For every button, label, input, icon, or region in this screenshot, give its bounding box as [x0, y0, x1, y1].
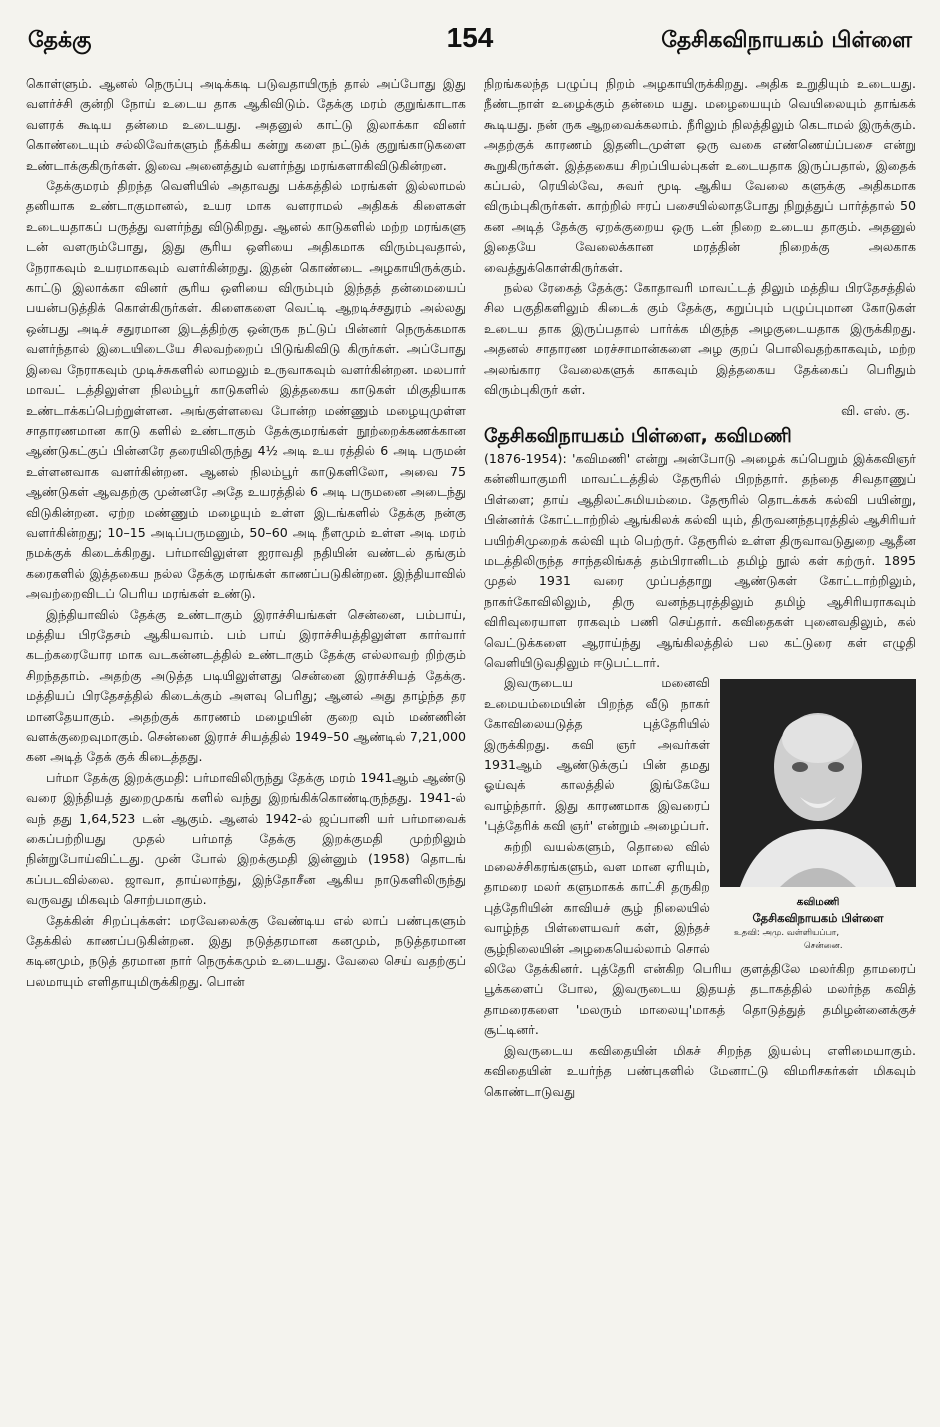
paragraph: நல்ல ரேகைத் தேக்கு: கோதாவரி மாவட்டத் திலும் மத்திய பிரதேசத்தில் சில பகுதிகளிலும் கிடைக் கும் தேக்கு, கறுப்பும் பழுப்புமான கோடுகள் உடைய தாக இருப்பதால் பார்க்க மிகுந்த அழகுடையதாக இருக்கிறது. அதனல் சாதாரண மரச்சாமான்களை அழ குறப் பொலிவதற்காகவும், மற்ற அலங்கார வேலைகளுக் காகவும் இத்தகைய தேக்கைப் பெரிதும் விரும்புகிருர் கள். — [484, 280, 916, 398]
photo-credit-line: உதவி: அமு. வள்ளியப்பா, — [734, 928, 840, 939]
portrait-figure — [720, 679, 916, 953]
paragraph: கொள்ளும். ஆனல் நெருப்பு அடிக்கடி படுவதாயிருந் தால் அப்போது இது வளர்ச்சி குன்றி நோய் உடைய தாக ஆகிவிடும். தேக்கு மரம் குறுங்காடாக வளரக் கூடிய தன்மை உடையது. அதனுல் காட்டு இலாக்கா வினர் கொண்டையும் சல்லிவேர்களும் நீக்கிய கன்று களை நட்டுக் குறுங்காடுகளை உண்டாக்குகிருர்கள். இவை அனைத்தும் வளர்ந்து மரங்களாகிவிடுகின்றன. — [26, 76, 466, 173]
paragraph: தேக்கின் சிறப்புக்கள்: மரவேலைக்கு வேண்டிய எல் லாப் பண்புகளும் தேக்கில் காணப்படுகின்றன. இது நடுத்தரமான கனமும், நடுத்தரமான கடினமும், நடுத் தரமான நார் நெருக்கமும் உடையது. வேலை செய் வதற்குப் பலமாயும் எளிதாயுமிருக்கிறது. பொன் — [26, 912, 466, 989]
header-right-title: தேசிகவிநாயகம் பிள்ளை — [661, 28, 912, 53]
page-number: 154 — [446, 22, 494, 53]
portrait-photo — [720, 679, 916, 887]
page-header — [28, 22, 912, 66]
paragraph: இவருடைய கவிதையின் மிகச் சிறந்த இயல்பு எளிமையாகும். கவிதையின் உயர்ந்த பண்புகளில் மேனாட்டு விமரிசகர்கள் மிகவும் கொண்டாடுவது — [484, 1042, 916, 1099]
photo-caption-name: தேசிகவிநாயகம் பிள்ளை — [752, 911, 884, 926]
left-column — [26, 74, 466, 992]
photo-credit — [720, 927, 916, 953]
paragraph: சுற்றி வயல்களும், தொலை வில் மலைச்சிகரங்களும், வள மான ஏரியும், தாமரை மலர் களுமாகக் காட்சி தருகிற புத்தேரியின் காவியச் சூழ் நிலையில் வாழ்ந்த பிள்ளையவர் கள், இந்தச் சூழ்நிலையின் அழகையெல்லாம் சொல் லிலே தேக்கினர். புத்தேரி என்கிற பெரிய குளத்திலே மலர்கிற தாமரைப் பூக்களைப் போல, இவருடைய இதயத் தடாகத்தில் மலர்ந்த கவித் தாமரைகளை 'மலரும் மாலையு'மாகத் தொடுத்துத் தமிழன்னைக்குச் சூட்டினர். — [484, 838, 916, 1038]
paragraph: இந்தியாவில் தேக்கு உண்டாகும் இராச்சியங்கள் சென்னை, பம்பாய், மத்திய பிரதேசம் ஆகியவாம். பம் பாய் இராச்சியத்திலுள்ள கார்வார் கடற்கரையோர மாக வடகன்னடத்தில் உண்டாகும் தேக்கு எல்லாவற் றிற்கும் சிறந்ததாம். அதற்கு அடுத்த படியிலுள்ளது சென்னை இராச்சியத் தேக்கு. மத்தியப் பிரதேசத்தில் கிடைக்கும் அளவு பெரிது; ஆனல் அது தாழ்ந்த தர மானதேயாகும். அதற்குக் காரணம் மழையின் குறை வும் மண்ணின் வளக்குறைவுமாகும். சென்னை இராச் சியத்தில் 1949–50 ஆண்டில் 7,21,000 கன அடித் தேக் குக் கிடைத்தது. — [26, 606, 466, 765]
header-left-title: தேக்கு — [28, 28, 92, 53]
paragraph: பர்மா தேக்கு இறக்குமதி: பர்மாவிலிருந்து தேக்கு மரம் 1941ஆம் ஆண்டு வரை இந்தியத் துறைமுகங் களில் வந்து இறங்கிக்கொண்டிருந்தது. 1941-ல் வந் தது 1,64,523 டன் ஆகும். ஆனல் 1942-ல் ஜப்பானி யர் பர்மாவைக் கைப்பற்றியது முதல் பர்மாத் தேக்கு இறக்குமதி முற்றிலும் நின்றுபோய்விட்டது. முன் போல் இறக்குமதி இன்னும் (1958) தொடங் கப்படவில்லை. ஜாவா, தாய்லாந்து, இந்தோசீன ஆகிய நாடுகளிலிருந்து வருவது மிகவும் சொற்பமாகும். — [26, 769, 466, 908]
paragraph: தேக்குமரம் திறந்த வெளியில் அதாவது பக்கத்தில் மரங்கள் இல்லாமல் தனியாக உண்டாகுமானல், உயர மாக வளராமல் அதிகக் கிளைகள் உடையதாகப் பருத்து வளர்ந்து விடுகிறது. ஆனல் காடுகளில் மற்ற மரங்களு டன் வளரும்போது, இது சூரிய ஒளியை அதிகமாக விரும்புவதால், நேராகவும் உயரமாகவும் வளர்கின்றது. இதன் கொண்டை அழகாயிருக்கும். காட்டு இலாக்கா வினர் சூரிய ஒளியை விரும்பும் இந்தத் தன்மையைப் பயன்படுத்திக் கொள்கிருர்கள். கிளைகளை வெட்டி ஆறடிச்சதுரம் அல்லது ஒன்பது அடிச் சதுரமான இடத்திற்கு ஒன்ருக நட்டுப் பின்னர் நெருக்கமாக வளர்ந்தால் இடையிடையே சிலவற்றைப் பிடுங்கிவிடு கிருர்கள். அப்போது இவை நேராகவும் முடிச்சுகளில் லாமலும் உருவாகவும் வளர்கின்றன. மலபார் மாவட் டத்திலுள்ள நிலம்பூர் காடுகளில் இத்தகைய காடுகள் மிகுதியாக உண்டாக்கப்பெற்றுள்ளன. அங்குள்ளவை போன்ற மண்ணும் மழையுமுள்ள சாதாரணமான காடு களில் உண்டாகும் தேக்குமரங்கள் நூற்றைக்கணக்கான ஆண்டுகட்குப் பின்னரே தரையிலிருந்து 4½ அடி உய ரத்தில் 6 அடி பருமன் உள்ளனவாக வளர்கின்றன. ஆனல் நிலம்பூர் காடுகளிலோ, அவை 75 ஆண்டுகள் ஆவதற்கு முன்னரே அதே உயரத்தில் 6 அடி பருமனை அடைந்து விடுகின்றன. ஏற்ற மண்ணும் மழையும் உள்ள இடங்களில் தேக்கு நன்கு வளர்கின்றது; 10–15 அடிப்பருமனும், 50–60 அடி நீளமும் உள்ள அடி மரம் நமக்குக் கிடைக்கிறது. பர்மாவிலுள்ள ஐராவதி நதியின் வண்டல் தங்கும் கரைகளில் இத்தகைய நல்ல தேக்கு மரங்கள் காணப்படுகின்றன. இந்தியாவில் அவற்றைவிடப் பெரிய மரங்கள் உண்டு. — [26, 178, 466, 602]
photo-credit-line: சென்னை. — [804, 941, 843, 952]
entry-heading: தேசிகவிநாயகம் பிள்ளை, கவிமணி — [484, 424, 792, 447]
photo-caption-title: கவிமணி — [796, 896, 840, 909]
paragraph: (1876-1954): 'கவிமணி' என்று அன்போடு அழைக் கப்பெறும் இக்கவிஞர் கன்னியாகுமரி மாவட்டத்தில் தேரூரில் பிறந்தார். தந்தை சிவதாணுப் பிள்ளை; தாய் ஆதிலட்சுமியம்மை. தேரூரில் தொடக்கக் கல்வி பயின்று, பின்னர்க் கோட்டாற்றில் ஆங்கிலக் கல்வி யும், திருவனந்தபுரத்தில் ஆசிரியர் பயிற்சிமுறைக் கல்வி யும் பெற்ருர். தேரூரில் உள்ள திருவாவடுதுறை ஆதீன மடத்திலிருந்த சாந்தலிங்கத் தம்பிரானிடம் தமிழ் நூல் கள் கற்ருர். 1895 முதல் 1931 வரை முப்பத்தாறு ஆண்டுகள் கோட்டாற்றிலும், நாகர்கோவிலிலும், திரு வனந்தபுரத்திலும் தமிழ் ஆசிரியராகவும் விரிவுரையாள ராகவும் பணி செய்தார். கவிதைகள் புனைவதிலும், கல் வெட்டுக்களை ஆராய்ந்து ஆங்கிலத்தில் பல கட்டுரை கள் எழுதி வெளியிடுவதிலும் ஈடுபட்டார். — [484, 450, 916, 670]
author-signature: வி. எஸ். கு. — [841, 402, 910, 418]
paragraph: இவருடைய மனைவி உமையம்மையின் பிறந்த வீடு நாகர் கோவிலையடுத்த புத்தேரியில் இருக்கிறது. கவி ஞர் அவர்கள் 1931ஆம் ஆண்டுக்குப் பின் தமது ஓய்வுக் காலத்தில் இங்கேயே வாழ்ந்தார். இது காரணமாக இவரைப் 'புத்தேரிக் கவி ஞர்' என்றும் அழைப்பர். — [484, 675, 710, 834]
right-column — [484, 74, 916, 1102]
paragraph: நிறங்கலந்த பழுப்பு நிறம் அழகாயிருக்கிறது. அதிக உறுதியும் உடையது. நீண்டநாள் உழைக்கும் தன்மை யது. மழையையும் வெயிலையும் தாங்கக் கூடியது. நன் ருக ஆறவைக்கலாம். நீரிலும் நிலத்திலும் கெடாமல் இருக்கும். அதற்குக் காரணம் இதனிடமுள்ள ஒரு வகை எண்ணெய்ப்பசை என்று கூறுகிருர்கள். இத்தகைய சிறப்பியல்புகள் உடையதாக இருப்பதால், இதைக் கப்பல், ரெயில்வே, சுவர் மூடி ஆகிய வேலை களுக்கு அதிகமாக விரும்புகிருர்கள். காற்றில் ஈரப் பசையில்லாதபோது நிறுத்துப் பார்த்தால் 50 கன அடித் தேக்கு ஏறக்குறைய ஒரு டன் நிறை உடைய தாகும். அதனுல் இதையே வேலைக்கான மரத்தின் நிறைக்கு அலகாக வைத்துக்கொள்கிருர்கள். — [484, 76, 916, 275]
